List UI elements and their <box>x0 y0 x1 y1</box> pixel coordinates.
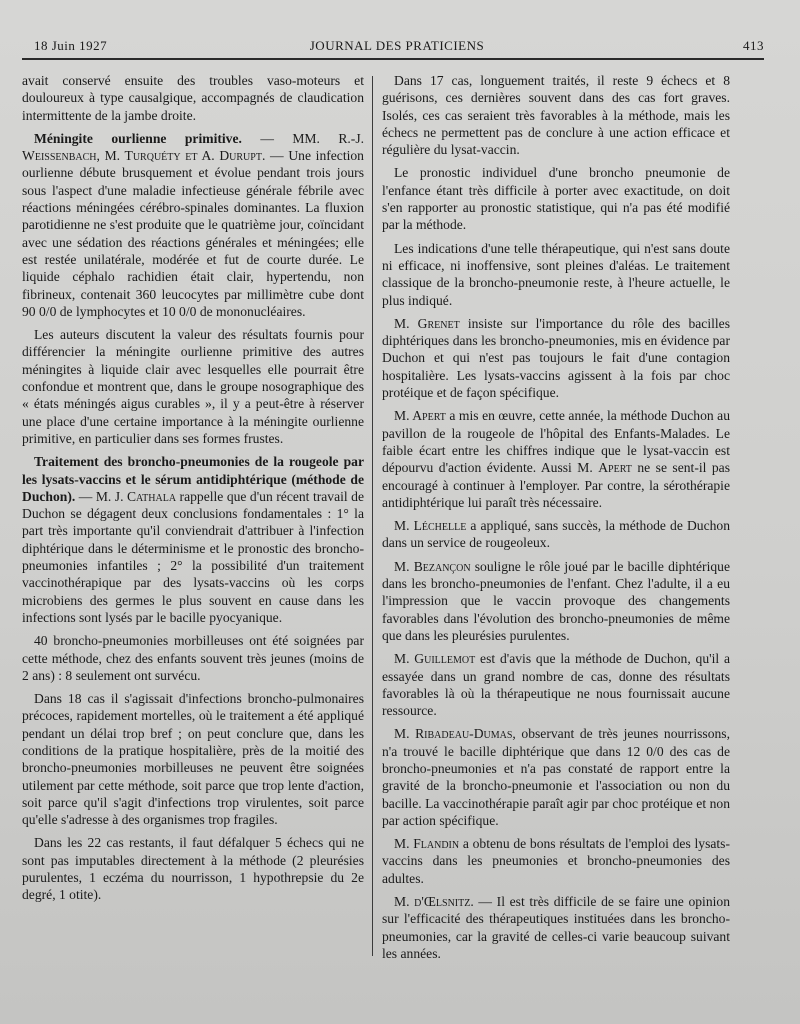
speaker-name: M. Ribadeau-Dumas <box>394 726 513 742</box>
paragraph: Dans 18 cas il s'agissait d'infections broncho-pulmonaires précoces, rapidement mortelles, où le traitement a été appliqué pendant un délai trop bref ; on peut conclure que, dans les conditions de la pratique hospitalière, près de la moitié des broncho-pneumonies morbilleuses ne peuvent être soignées utilement par cette méthode, soit parce que trop lente d'action, soit parce qu'il s'agit d'infections trop virulentes, soit parce qu'elle s'adresse à des organismes trop fragiles. <box>22 691 364 828</box>
journal-title: JOURNAL DES PRATICIENS <box>309 38 485 53</box>
paragraph-body: ne se sent-il pas encouragé à continuer à l'employer. Par contre, la sérothérapie antidiphtérique lui paraît très nécessaire. <box>382 460 730 510</box>
speaker-name: M. d'Œlsnitz. <box>394 894 474 910</box>
paragraph: avait conservé ensuite des troubles vaso-moteurs et douloureux à type causalgique, accompagnés de claudication intermittente de la jambe droite. <box>22 73 364 123</box>
right-column <box>382 72 730 968</box>
page-header <box>30 38 764 60</box>
paragraph-body: , observant de très jeunes nourrissons, n'a trouvé le bacille diphtérique que dans 12 0/0 des cas de broncho-pneumonies et n'a pas constaté de rapport entre la gravité de la broncho-pneumonie et l'association ou non du bacille. La vaccinothérapie paraît agir par choc protéique et non par action spécifique. <box>382 726 730 828</box>
speaker-name: M. Bezançon <box>394 558 471 574</box>
paragraph <box>382 407 730 511</box>
section-title: Traitement des broncho-pneumonies de la rougeole par les lysats-vaccins et le sérum antidiphtérique (méthode de Duchon). <box>22 454 364 504</box>
paragraph-body: insiste sur l'importance du rôle des bacilles diphtériques dans les broncho-pneumonies, mis en évidence par Duchon et qui n'est pas toujours le fait d'une contagion hospitalière. Les lysats-vaccins agissent à la fois par choc protéique et de façon spécifique. <box>382 315 730 401</box>
paragraph-body: — Une infection ourlienne débute brusquement et évolue pendant trois jours sous l'aspect d'une maladie infectieuse générale fébrile avec réactions méningées cérébro-spinales dominantes. La fluxion parotidienne ne s'est produite que le quatrième jour, coïncidant avec une sédation des réactions générales et méningées; elle est restée unilatérale, modérée et fut de courte durée. Le liquide céphalo rachidien était clair, hypertendu, non fibrineux, contenait 360 leucocytes par millimètre cube dont 90 0/0 de lymphocytes et 10 0/0 de mononucléaires. <box>22 148 364 319</box>
paragraph <box>382 517 730 552</box>
speaker-name: M. Apert <box>394 408 446 424</box>
paragraph: Le pronostic individuel d'une broncho pneumonie de l'enfance étant très difficile à porter avec exactitude, on doit s'en rapporter au pronostic statistique, qui n'a pas été modifié par la méthode. <box>382 165 730 233</box>
left-column <box>22 72 364 910</box>
section-title: Méningite ourlienne primitive. <box>34 130 242 146</box>
paragraph <box>382 558 730 644</box>
paragraph: Les indications d'une telle thérapeutique, qui n'est sans doute ni efficace, ni inoffensive, sont pleines d'aléas. Le traitement classique de la broncho-pneumonie reste, à l'heure actuelle, le plus indiqué. <box>382 240 730 308</box>
paragraph-body: — Il est très difficile de se faire une opinion sur l'efficacité des thérapeutiques instituées dans les broncho-pneumonies, car la gravité de celles-ci varie beaucoup suivant les années. <box>382 894 730 961</box>
paragraph: 40 broncho-pneumonies morbilleuses ont été soignées par cette méthode, chez des enfants souvent très jeunes (moins de 2 ans) : 8 seulement ont survécu. <box>22 633 364 683</box>
paragraph-body: souligne le rôle joué par le bacille diphtérique dans les broncho-pneumonies de l'enfant. Chez l'adulte, il a eu l'impression que le vaccin provoque des changements favorables dans l'évolution des broncho-pneumonies de même que dans les pleurésies purulentes. <box>382 558 730 643</box>
paragraph-body: est d'avis que la méthode de Duchon, qu'il a essayée dans un grand nombre de cas, donne des résultats favorables là où la thérapeutique ne nous fournissait aucune ressource. <box>382 651 730 719</box>
paragraph-body: rappelle que d'un récent travail de Duchon se dégagent deux conclusions fondamentales : 1° la part très importante qu'il conviendrait d'attribuer à l'infection diphtérique dans le déterminisme et le pronostic des broncho-pneumonies infantiles ; 2° la possibilité d'un traitement vaccinothérapique par des lysats-vaccins où les corps microbiens des germes le plus souvent en cause dans les infections sont lysés par le bacille pyocyanique. <box>22 488 364 625</box>
page-number: 413 <box>743 38 764 53</box>
paragraph <box>22 453 364 626</box>
column-divider <box>372 76 373 956</box>
paragraph-body: a appliqué, sans succès, la méthode de Duchon dans un service de rougeoleux. <box>382 518 731 551</box>
header-rule <box>22 58 764 60</box>
paragraph <box>382 315 730 401</box>
speaker-name: Apert <box>598 460 632 476</box>
paragraph <box>382 835 730 887</box>
paragraph-body: a obtenu de bons résultats de l'emploi des lysats-vaccins dans les pneumonies et broncho-pneumonies des adultes. <box>382 836 730 886</box>
paragraph: Les auteurs discutent la valeur des résultats fournis pour différencier la méningite ourlienne primitive des autres méningites à liquide clair avec lesquelles elle pourrait être confondue et montrent que, dans le groupe nosographique des « états méningés aigus curables », il y a peut-être à réserver une place d'une certaine importance à la méningite ourlienne primitive, en particulier dans ses formes frustes. <box>22 327 364 446</box>
authors: — M. J. Cathala <box>75 488 177 504</box>
issue-date: 18 Juin 1927 <box>34 38 108 53</box>
paragraph-body: a mis en œuvre, cette année, la méthode Duchon au pavillon de la rougeole de l'hôpital des Enfants-Malades. Le faible écart entre les chiffres indique que le lysat-vaccin est dépourvu d'action évidente. Aussi M. <box>382 408 730 476</box>
speaker-name: M. Flandin <box>394 836 460 852</box>
paragraph <box>22 130 364 320</box>
paragraph: Dans 17 cas, longuement traités, il reste 9 échecs et 8 guérisons, ces dernières souvent dans des cas fort graves. Isolés, ces cas seraient très favorables à la méthode, mais les échecs ne permettent pas de conclure à une action efficace et régulière du lysat-vaccin. <box>382 73 730 158</box>
speaker-name: M. Grenet <box>394 315 460 331</box>
paragraph <box>382 725 730 829</box>
paragraph <box>382 893 730 962</box>
paragraph <box>382 650 730 719</box>
paragraph: Dans les 22 cas restants, il faut défalquer 5 échecs qui ne sont pas imputables directement à la méthode (2 pleurésies purulentes, 1 eczéma du nourrisson, 1 hypothrepsie du 2e degré, 1 otite). <box>22 835 364 903</box>
authors: — MM. R.-J. Weissenbach, M. Turquéty et A. Durupt. <box>22 130 365 164</box>
speaker-name: M. Léchelle <box>394 518 467 534</box>
speaker-name: M. Guillemot <box>394 651 476 667</box>
